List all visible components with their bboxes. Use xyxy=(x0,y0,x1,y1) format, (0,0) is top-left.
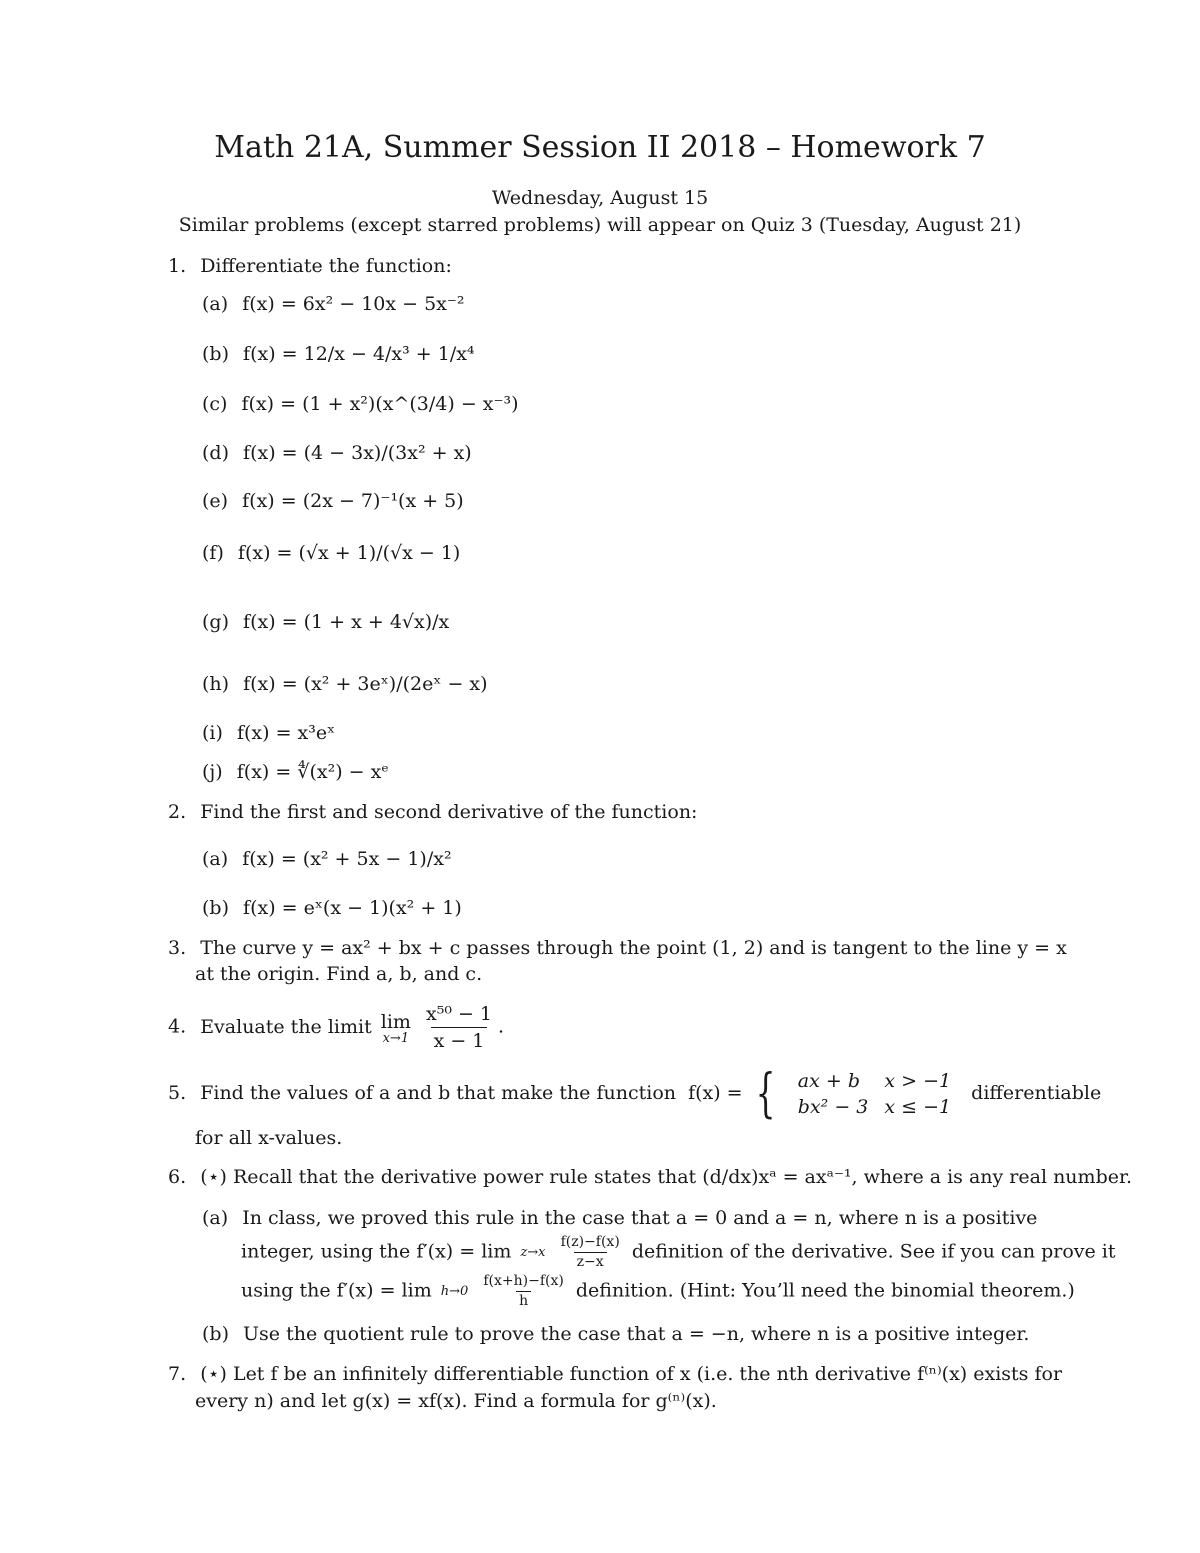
part-math: f(x) = (x² + 3eˣ)/(2eˣ − x) xyxy=(243,673,488,695)
part-math: f(x) = (1 + x + 4√x)/x xyxy=(243,611,450,633)
case-condition: x ≤ −1 xyxy=(884,1096,952,1118)
problem-text: Differentiate the function: xyxy=(200,255,452,277)
fraction-denominator: z−x xyxy=(574,1252,607,1270)
lim-word: lim xyxy=(380,1010,411,1033)
fraction-numerator: f(z)−f(x) xyxy=(560,1234,620,1250)
problem-1c xyxy=(202,392,519,416)
problem-text: Evaluate the limit xyxy=(200,1015,372,1038)
problem-number: 6. xyxy=(168,1166,187,1188)
limit-subscript-block xyxy=(440,1283,469,1299)
limit-subscript-block xyxy=(520,1244,546,1260)
problem-6b xyxy=(202,1322,1029,1346)
problem-3-line-2: at the origin. Find a, b, and c. xyxy=(195,963,483,985)
problem-1j xyxy=(202,760,389,784)
left-brace: { xyxy=(755,1064,776,1124)
part-label: (a) xyxy=(202,293,229,315)
part-label: (g) xyxy=(202,611,229,633)
function-name: f(x) = xyxy=(688,1082,743,1104)
problem-5-line-1 xyxy=(168,1064,1102,1124)
problem-number: 7. xyxy=(168,1363,187,1385)
part-math: f(x) = (√x + 1)/(√x − 1) xyxy=(237,542,461,564)
problem-6a-line-1 xyxy=(202,1206,1037,1230)
period: . xyxy=(498,1015,505,1038)
problem-1i xyxy=(202,721,335,745)
problem-text: (⋆) Recall that the derivative power rule states that (d/dx)xᵃ = axᵃ⁻¹, where a is any real number. xyxy=(200,1166,1133,1188)
case-row xyxy=(792,1094,961,1120)
problem-number: 3. xyxy=(168,937,187,959)
part-math: f(x) = (4 − 3x)/(3x² + x) xyxy=(243,442,472,464)
problem-number: 5. xyxy=(168,1082,187,1104)
piecewise-cases xyxy=(792,1068,961,1120)
part-label: (a) xyxy=(202,848,229,870)
part-text: In class, we proved this rule in the case that a = 0 and a = n, where n is a positive xyxy=(242,1207,1038,1229)
case-condition: x > −1 xyxy=(884,1070,952,1092)
part-label: (b) xyxy=(202,1323,229,1345)
problem-text: The curve y = ax² + bx + c passes through the point (1, 2) and is tangent to the line y = x xyxy=(200,937,1067,959)
problem-2-heading xyxy=(168,800,697,824)
part-math: f(x) = 6x² − 10x − 5x⁻² xyxy=(242,293,465,315)
problem-6a-line-3 xyxy=(241,1274,1075,1309)
part-math: f(x) = x³eˣ xyxy=(236,722,336,744)
quiz-note: Similar problems (except starred problems) will appear on Quiz 3 (Tuesday, August 21) xyxy=(178,214,1022,236)
fraction-denominator: h xyxy=(516,1291,531,1309)
case-expression: ax + b xyxy=(797,1070,861,1092)
problem-2a xyxy=(202,847,452,871)
part-math: f(x) = 12/x − 4/x³ + 1/x⁴ xyxy=(243,343,475,365)
part-text: Use the quotient rule to prove the case that a = −n, where n is a positive integer. xyxy=(243,1323,1030,1345)
problem-1b xyxy=(202,342,475,366)
problem-3-line-1 xyxy=(168,936,1067,960)
difference-quotient xyxy=(480,1274,566,1309)
lim-subscript: h→0 xyxy=(440,1283,469,1299)
fraction-denominator: x − 1 xyxy=(431,1027,488,1052)
part-label: (b) xyxy=(202,897,229,919)
problem-6-heading xyxy=(168,1165,1132,1189)
part-text: definition of the derivative. See if you can prove it xyxy=(631,1240,1116,1263)
problem-1h xyxy=(202,672,488,696)
limit-fraction xyxy=(423,1003,495,1052)
limit-operator xyxy=(381,1011,411,1045)
fraction-numerator: x⁵⁰ − 1 xyxy=(425,1003,493,1025)
part-text: definition. (Hint: You’ll need the binomial theorem.) xyxy=(575,1279,1075,1302)
problem-text: Find the first and second derivative of the function: xyxy=(200,801,698,823)
part-math: f(x) = (1 + x²)(x^(3/4) − x⁻³) xyxy=(241,393,519,415)
part-math: f(x) = (x² + 5x − 1)/x² xyxy=(242,848,452,870)
problem-text-after: differentiable xyxy=(971,1082,1102,1104)
part-math: f(x) = eˣ(x − 1)(x² + 1) xyxy=(243,897,462,919)
problem-text: (⋆) Let f be an infinitely differentiable function of x (i.e. the nth derivative f⁽ⁿ⁾(x) exists for xyxy=(200,1363,1063,1385)
problem-7-line-1 xyxy=(168,1362,1062,1386)
part-label: (d) xyxy=(202,442,229,464)
problem-number: 1. xyxy=(168,255,187,277)
part-text: integer, using the f′(x) = lim xyxy=(241,1240,512,1263)
problem-4 xyxy=(168,1003,504,1052)
page-title: Math 21A, Summer Session II 2018 – Homework 7 xyxy=(214,130,986,165)
problem-number: 2. xyxy=(168,801,187,823)
problem-1g xyxy=(202,610,449,634)
problem-2b xyxy=(202,896,462,920)
part-label: (j) xyxy=(202,761,223,783)
part-math: f(x) = (2x − 7)⁻¹(x + 5) xyxy=(242,490,464,512)
problem-5-line-2: for all x-values. xyxy=(195,1127,343,1149)
problem-1-heading xyxy=(168,254,452,278)
case-expression: bx² − 3 xyxy=(797,1096,869,1118)
part-label: (a) xyxy=(202,1207,229,1229)
lim-subscript: z→x xyxy=(520,1244,546,1260)
problem-1f xyxy=(202,541,460,565)
difference-quotient xyxy=(558,1235,623,1270)
problem-1d xyxy=(202,441,472,465)
fraction-numerator: f(x+h)−f(x) xyxy=(483,1273,564,1289)
problem-number: 4. xyxy=(168,1015,187,1038)
part-label: (e) xyxy=(202,490,229,512)
case-row xyxy=(792,1068,961,1094)
part-label: (i) xyxy=(202,722,223,744)
part-text: using the f′(x) = lim xyxy=(241,1279,432,1302)
part-math: f(x) = ∜(x²) − xᵉ xyxy=(236,761,389,783)
part-label: (h) xyxy=(202,673,230,695)
problem-1e xyxy=(202,489,464,513)
lim-subscript: x→1 xyxy=(382,1030,410,1046)
problem-7-line-2: every n) and let g(x) = xf(x). Find a formula for g⁽ⁿ⁾(x). xyxy=(195,1390,717,1412)
problem-1a xyxy=(202,292,465,316)
part-label: (b) xyxy=(202,343,229,365)
part-label: (c) xyxy=(202,393,228,415)
part-label: (f) xyxy=(202,542,224,564)
problem-text: Find the values of a and b that make the function xyxy=(200,1082,677,1104)
problem-6a-line-2 xyxy=(241,1235,1116,1270)
date-line: Wednesday, August 15 xyxy=(491,187,709,209)
